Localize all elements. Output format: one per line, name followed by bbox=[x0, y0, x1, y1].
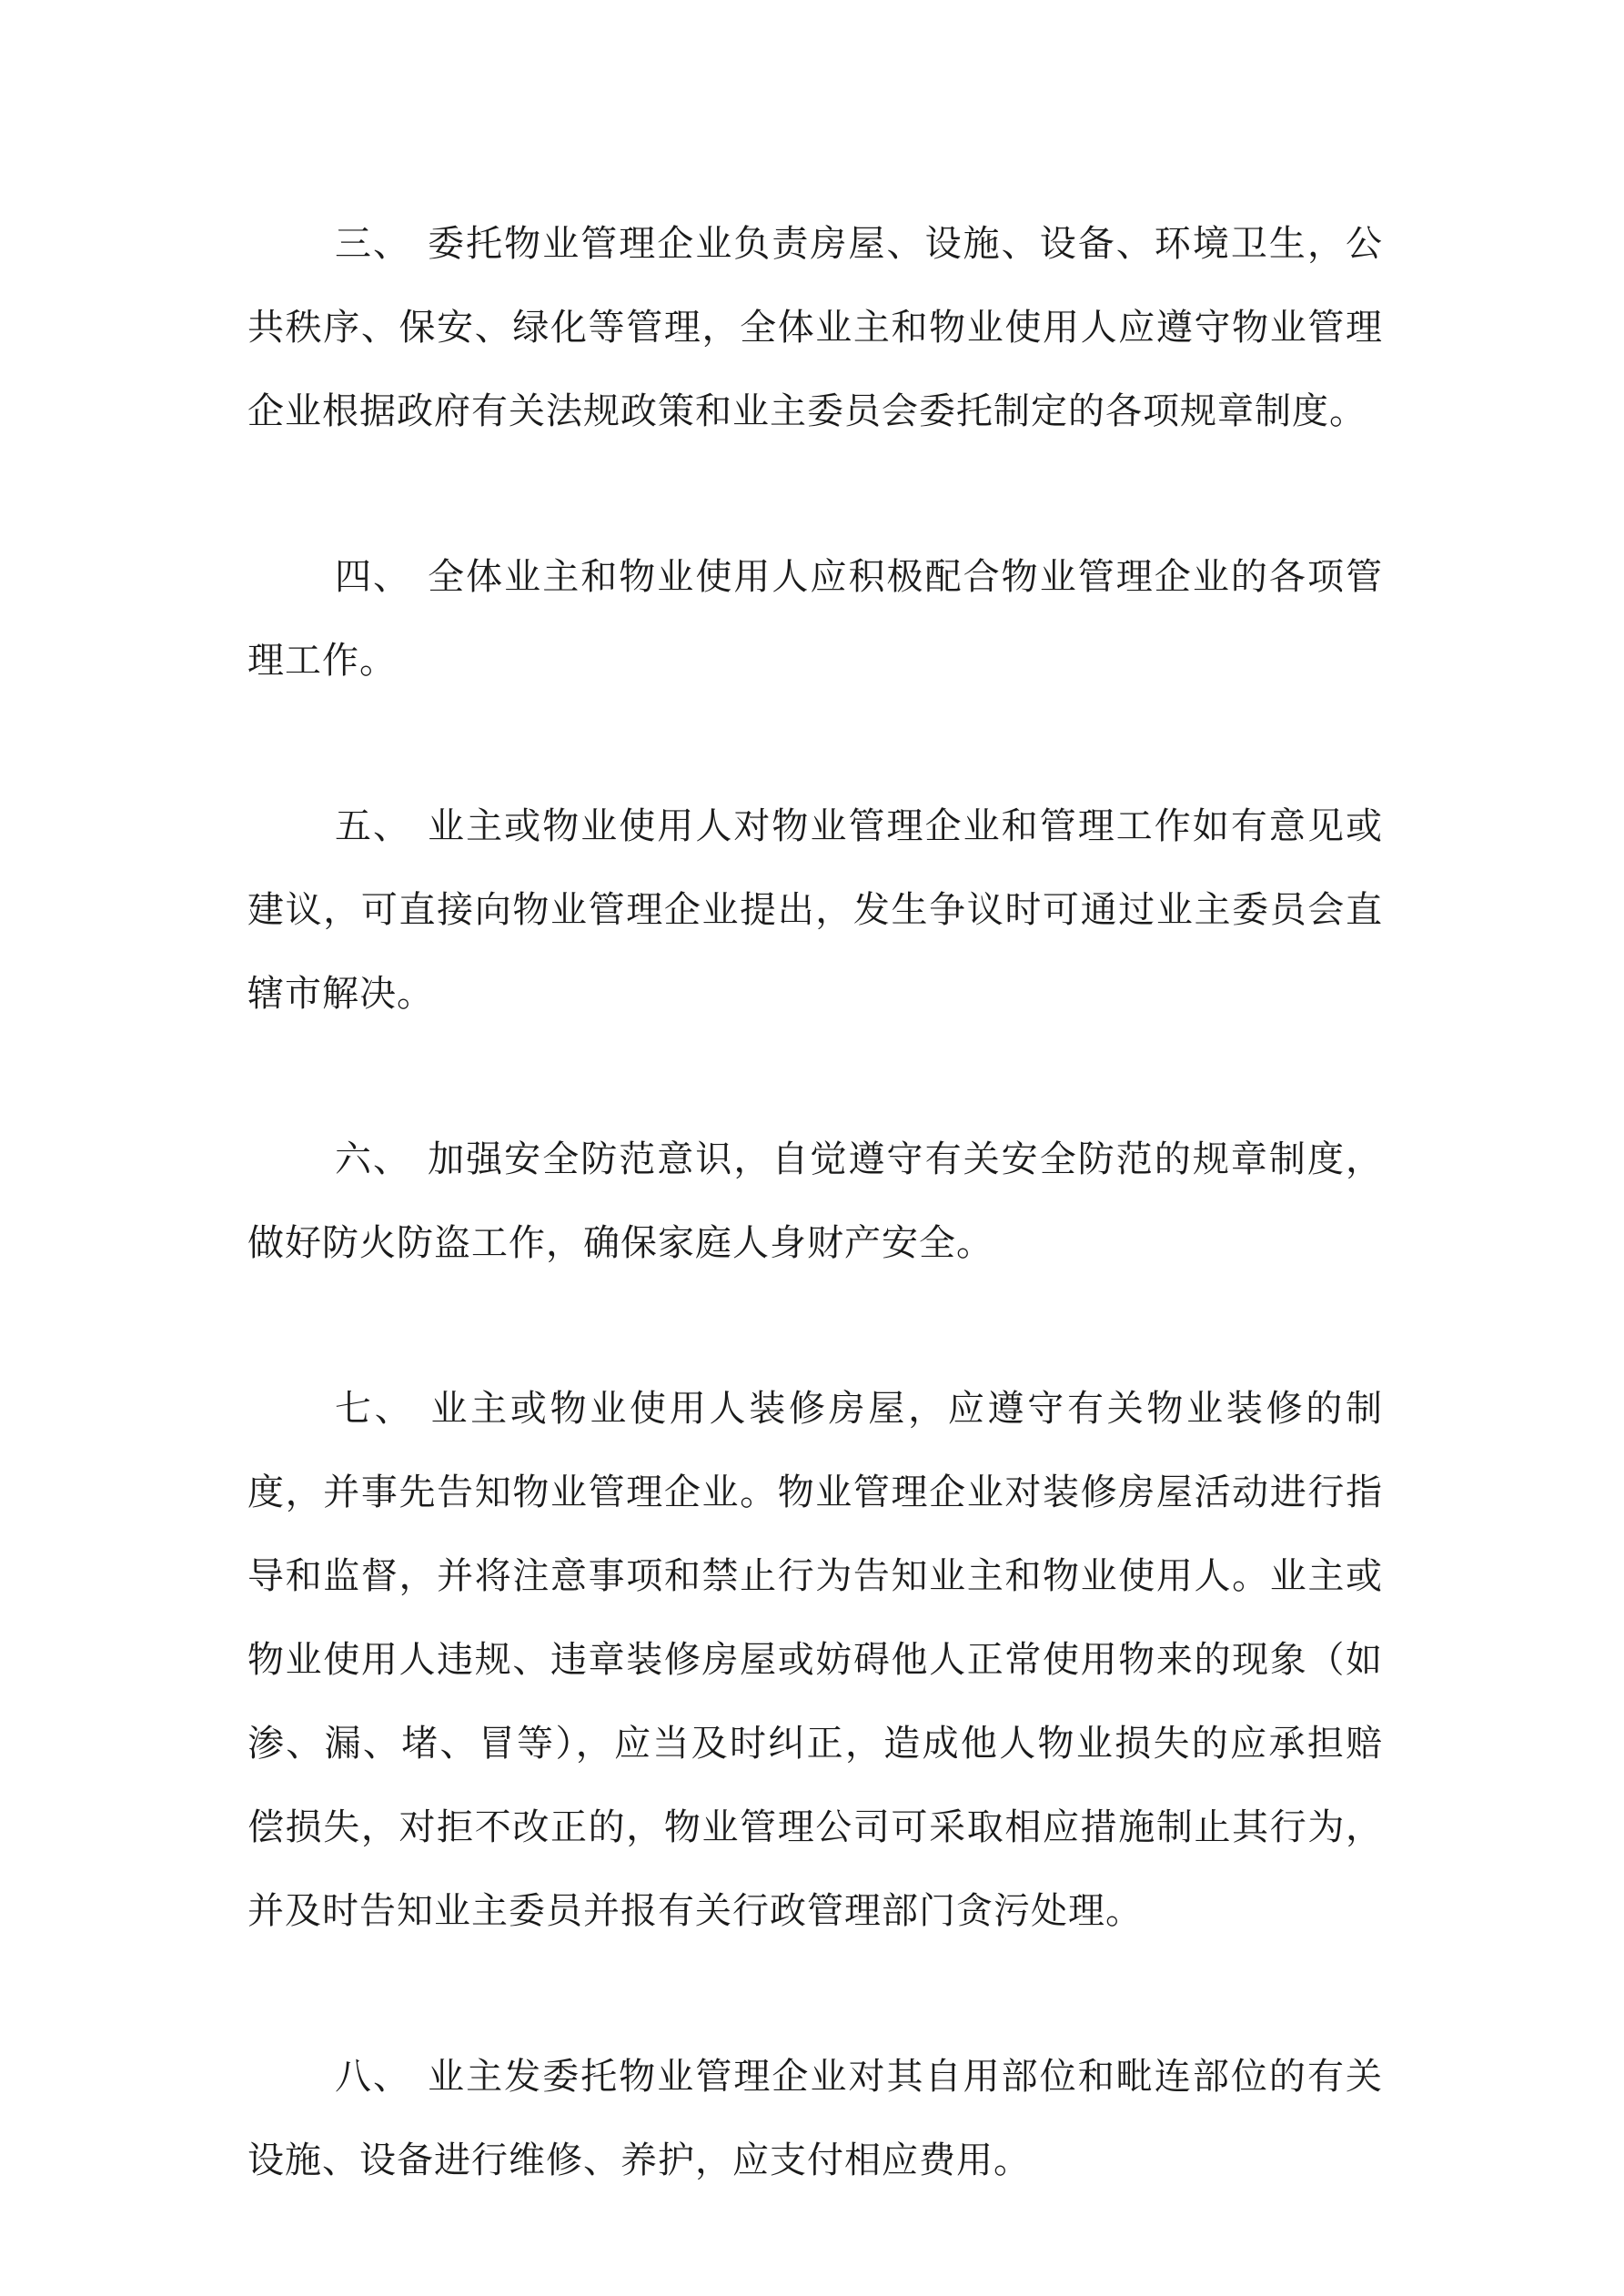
clause-number: 四、 bbox=[335, 556, 412, 598]
clause-number: 三、 bbox=[335, 223, 412, 265]
clause-6 bbox=[247, 1118, 1383, 1285]
clause-text: 加强安全防范意识，自觉遵守有关安全防范的规章制度，做好防火防盗工作，确保家庭人身财产安全。 bbox=[247, 1138, 1384, 1264]
clause-text: 委托物业管理企业负责房屋、设施、设备、环境卫生，公共秩序、保安、绿化等管理，全体业主和物业使用人应遵守物业管理企业根据政府有关法规政策和业主委员会委托制定的各项规章制度。 bbox=[247, 223, 1384, 432]
clause-4 bbox=[247, 535, 1383, 703]
clause-5 bbox=[247, 784, 1383, 1036]
clause-number: 五、 bbox=[335, 805, 412, 847]
clause-number: 七、 bbox=[335, 1388, 415, 1430]
document-body bbox=[247, 202, 1383, 2284]
clause-text: 业主或物业使用人对物业管理企业和管理工作如有意见或建议，可直接向物业管理企业提出，发生争议时可通过业主委员会直辖市解决。 bbox=[247, 805, 1384, 1015]
clause-number: 八、 bbox=[335, 2056, 412, 2098]
clause-number: 六、 bbox=[335, 1138, 412, 1180]
clause-text: 全体业主和物业使用人应积极配合物业管理企业的各项管理工作。 bbox=[247, 556, 1384, 682]
clause-text: 业主或物业使用人装修房屋，应遵守有关物业装修的制度，并事先告知物业管理企业。物业管理企业对装修房屋活动进行指导和监督，并将注意事项和禁止行为告知业主和物业使用人。业主或物业使用人违规、违章装修房屋或妨碍他人正常使用物来的现象（如渗、漏、堵、冒等），应当及时纠正，造成他人物业损失的应承担赔偿损失，对拒不改正的，物业管理公司可采取相应措施制止其行为，并及时告知业主委员并报有关行政管理部门贪污处理。 bbox=[247, 1388, 1384, 1932]
clause-7 bbox=[247, 1367, 1383, 1953]
clause-8 bbox=[247, 2035, 1383, 2202]
clause-3 bbox=[247, 202, 1383, 453]
clause-text: 业主发委托物业管理企业对其自用部位和毗连部位的有关设施、设备进行维修、养护，应支付相应费用。 bbox=[247, 2056, 1384, 2181]
